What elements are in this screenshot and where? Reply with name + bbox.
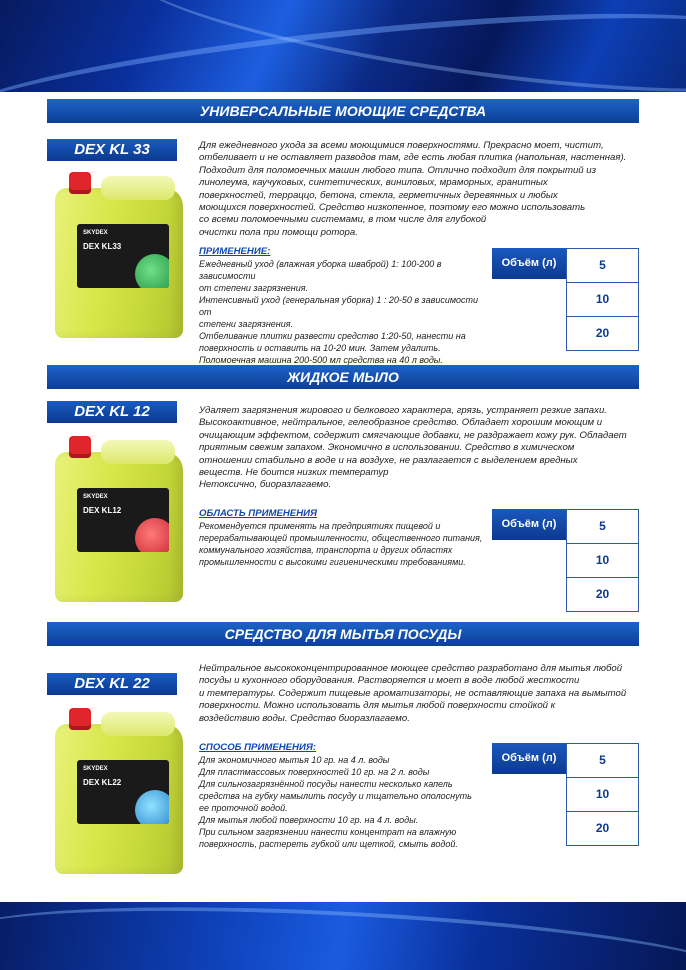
canister-model: DEX KL12 bbox=[83, 506, 122, 515]
description-line: очищающим эффектом, содержит смягчающие добавки, не раздражает кожу рук. Обладает bbox=[199, 429, 627, 441]
usage-line: ее проточной водой. bbox=[199, 803, 288, 813]
volume-table bbox=[492, 743, 638, 845]
description-line: приятным свежим запахом. Экономично в использовании. Средство в химическом bbox=[199, 442, 575, 454]
product-description bbox=[199, 140, 629, 239]
usage-block bbox=[199, 742, 489, 850]
header-decoration bbox=[0, 0, 686, 92]
description-line: и температуры. Содержит пищевые ароматизаторы, не оставляющие запаха на вымытой bbox=[199, 687, 627, 699]
usage-line: средства на губку намылить посуду и тщательно ополоснуть bbox=[199, 791, 472, 801]
product-name-kl12: DEX KL 12 bbox=[47, 401, 177, 423]
canister-handle bbox=[101, 440, 175, 464]
usage-line: перерабатывающей промышленности, общественного питания, bbox=[199, 533, 483, 543]
canister-brand: SKYDEX bbox=[83, 766, 108, 772]
usage-line: Отбеливание плитки развести средство 1:20-50, нанести на bbox=[199, 331, 466, 341]
usage-line: поверхность, растереть губкой или щеткой, смыть водой. bbox=[199, 839, 458, 849]
product-description bbox=[199, 663, 629, 725]
usage-line: коммунального хозяйства, транспорта и других областях bbox=[199, 545, 453, 555]
canister-label-graphic bbox=[135, 254, 169, 288]
product-description bbox=[199, 405, 629, 492]
volume-table bbox=[492, 248, 638, 350]
usage-line: степени загрязнения. bbox=[199, 319, 294, 329]
description-line: линолеума, каучуковых, синтетических, виниловых, мраморных, гранитных bbox=[199, 177, 548, 189]
usage-line: Поломоечная машина 200-500 мл средства на 40 л воды. bbox=[199, 355, 443, 365]
volume-cell: 20 bbox=[566, 811, 639, 846]
canister-label bbox=[77, 224, 169, 288]
footer-swoosh bbox=[0, 902, 686, 970]
usage-line: от степени загрязнения. bbox=[199, 283, 309, 293]
product-canister-kl33 bbox=[55, 172, 183, 338]
section-title-universal: УНИВЕРСАЛЬНЫЕ МОЮЩИЕ СРЕДСТВА bbox=[47, 99, 639, 123]
volume-header: Объём (л) bbox=[492, 509, 566, 540]
volume-cell: 10 bbox=[566, 282, 639, 317]
usage-block bbox=[199, 508, 489, 568]
description-line: Удаляет загрязнения жирового и белкового характера, грязь, устраняет резкие запахи. bbox=[199, 405, 607, 416]
description-line: веществ. Не боится низких температур bbox=[199, 467, 389, 479]
volume-cell: 10 bbox=[566, 543, 639, 578]
canister-brand: SKYDEX bbox=[83, 494, 108, 500]
description-line: поверхности. Можно использовать для мытья любой поверхности стойкой к bbox=[199, 700, 556, 712]
usage-title: ПРИМЕНЕНИЕ: bbox=[199, 246, 271, 257]
volume-header: Объём (л) bbox=[492, 248, 566, 279]
usage-block bbox=[199, 246, 489, 366]
description-line: Подходит для поломоечных машин любого типа. Отлично подходит для покрытий из bbox=[199, 164, 597, 176]
description-line: воздействию воды. Средство биоразлагаемо. bbox=[199, 712, 410, 724]
canister-label bbox=[77, 488, 169, 552]
description-line: отбеливает и не оставляет разводов там, где есть любая плитка (напольная, настенная). bbox=[199, 152, 627, 164]
description-line: посуды и кухонного оборудования. Растворяется и моет в воде любой жесткости bbox=[199, 675, 580, 687]
volume-table bbox=[492, 509, 638, 611]
description-line: Для ежедневного ухода за всеми моющимися поверхностями. Прекрасно моет, чистит, bbox=[199, 140, 604, 151]
usage-line: Для пластмассовых поверхностей 10 гр. на 2 л. воды bbox=[199, 767, 430, 777]
volume-cell: 5 bbox=[566, 743, 639, 778]
volume-cell: 20 bbox=[566, 577, 639, 612]
description-line: со всеми поломоечными системами, в том числе для глубокой bbox=[199, 214, 487, 226]
usage-title: СПОСОБ ПРИМЕНЕНИЯ: bbox=[199, 742, 317, 753]
usage-line: Для экономичного мытья 10 гр. на 4 л. воды bbox=[199, 755, 390, 765]
canister-handle bbox=[101, 176, 175, 200]
description-line: очистки пола при помощи ротора. bbox=[199, 226, 358, 238]
canister-handle bbox=[101, 712, 175, 736]
footer-decoration bbox=[0, 902, 686, 970]
canister-brand: SKYDEX bbox=[83, 230, 108, 236]
canister-model: DEX KL33 bbox=[83, 242, 122, 251]
description-line: отношении стабильно в воде и на воздухе, не разлагается с выделением вредных bbox=[199, 454, 578, 466]
usage-line: При сильном загрязнении нанести концентрат на влажную bbox=[199, 827, 457, 837]
usage-line: промышленности с высокими гигиеническими требованиями. bbox=[199, 557, 466, 567]
usage-title: ОБЛАСТЬ ПРИМЕНЕНИЯ bbox=[199, 508, 318, 519]
canister-cap bbox=[69, 172, 91, 194]
canister-label-graphic bbox=[135, 518, 169, 552]
volume-cell: 10 bbox=[566, 777, 639, 812]
canister-cap bbox=[69, 708, 91, 730]
usage-line: Ежедневный уход (влажная уборка шваброй) 1: 100-200 в зависимости bbox=[199, 259, 442, 281]
canister-label bbox=[77, 760, 169, 824]
product-name-kl33: DEX KL 33 bbox=[47, 139, 177, 161]
usage-line: Для сильнозагрязнённой посуды нанести несколько капель bbox=[199, 779, 453, 789]
volume-cell: 5 bbox=[566, 248, 639, 283]
section-title-dishwashing: СРЕДСТВО ДЛЯ МЫТЬЯ ПОСУДЫ bbox=[47, 622, 639, 646]
description-line: Высокоактивное, нейтральное, гелеобразное средство. Обладает хорошим моющим и bbox=[199, 417, 603, 429]
volume-cell: 20 bbox=[566, 316, 639, 351]
description-line: поверхностей, терраццо, бетона, стекла, герметичных деревянных и любых bbox=[199, 189, 558, 201]
product-canister-kl22 bbox=[55, 708, 183, 874]
canister-label-graphic bbox=[135, 790, 169, 824]
canister-model: DEX KL22 bbox=[83, 778, 122, 787]
product-name-kl22: DEX KL 22 bbox=[47, 673, 177, 695]
usage-line: Для мытья любой поверхности 10 гр. на 4 л. воды. bbox=[199, 815, 419, 825]
volume-cell: 5 bbox=[566, 509, 639, 544]
description-line: Нейтральное высококонцентрированное моющее средство разработано для мытья любой bbox=[199, 663, 623, 674]
usage-line: поверхность и оставить на 10-20 мин. Затем удалить. bbox=[199, 343, 441, 353]
description-line: Нетоксично, биоразлагаемо. bbox=[199, 479, 332, 491]
section-title-liquid-soap: ЖИДКОЕ МЫЛО bbox=[47, 365, 639, 389]
canister-cap bbox=[69, 436, 91, 458]
usage-line: Интенсивный уход (генеральная уборка) 1 : 20-50 в зависимости от bbox=[199, 295, 479, 317]
product-canister-kl12 bbox=[55, 436, 183, 602]
volume-header: Объём (л) bbox=[492, 743, 566, 774]
usage-line: Рекомендуется применять на предприятиях пищевой и bbox=[199, 521, 441, 531]
description-line: моющихся поверхностей. Средство низкопенное, поэтому его можно использовать bbox=[199, 202, 586, 214]
